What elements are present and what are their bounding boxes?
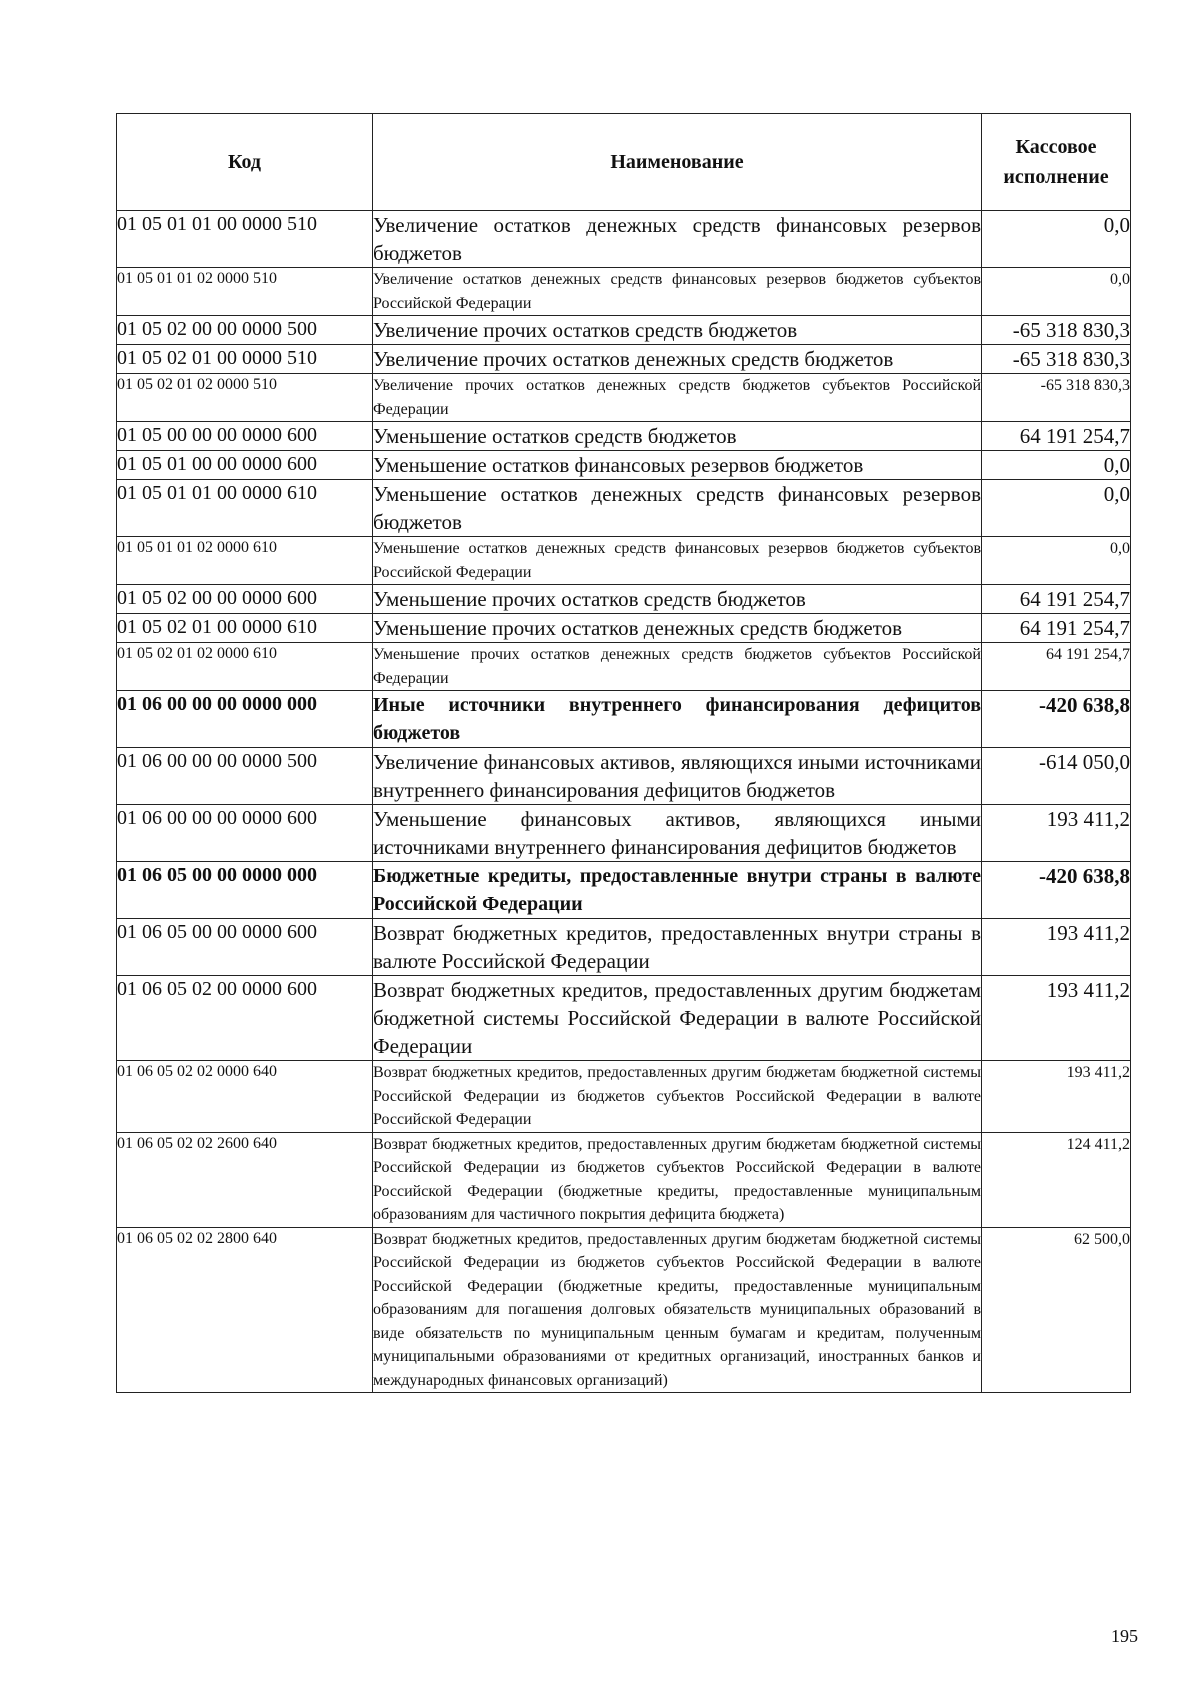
table-row — [117, 1227, 1131, 1393]
table-row — [117, 976, 1131, 1061]
table-header-row — [117, 114, 1131, 211]
row-code: 01 06 05 00 00 0000 000 — [117, 862, 373, 919]
table-row — [117, 643, 1131, 691]
row-name: Увеличение остатков денежных средств финансовых резервов бюджетов субъектов Российской Федерации — [373, 268, 982, 316]
table-row — [117, 748, 1131, 805]
row-amount: 0,0 — [982, 480, 1131, 537]
header-code: Код — [117, 114, 373, 211]
row-code: 01 05 01 01 00 0000 610 — [117, 480, 373, 537]
row-amount: 193 411,2 — [982, 919, 1131, 976]
table-row — [117, 862, 1131, 919]
row-code: 01 05 02 01 00 0000 510 — [117, 345, 373, 374]
row-code: 01 05 02 00 00 0000 600 — [117, 585, 373, 614]
table-row — [117, 422, 1131, 451]
header-name: Наименование — [373, 114, 982, 211]
row-name: Возврат бюджетных кредитов, предоставленных другим бюджетам бюджетной системы Российской Федерации из бюджетов субъектов Российской Федерации в валюте Российской Федерации (бюджетные кредиты, предоставленные муниципальным образованиям для частичного покрытия дефицита бюджета) — [373, 1132, 982, 1227]
table-row — [117, 374, 1131, 422]
row-amount: -65 318 830,3 — [982, 374, 1131, 422]
table-row — [117, 691, 1131, 748]
row-name: Уменьшение остатков денежных средств финансовых резервов бюджетов субъектов Российской Федерации — [373, 537, 982, 585]
row-code: 01 06 00 00 00 0000 500 — [117, 748, 373, 805]
row-code: 01 06 05 02 00 0000 600 — [117, 976, 373, 1061]
row-amount: 0,0 — [982, 451, 1131, 480]
row-code: 01 06 00 00 00 0000 600 — [117, 805, 373, 862]
row-name: Уменьшение остатков средств бюджетов — [373, 422, 982, 451]
row-amount: 64 191 254,7 — [982, 422, 1131, 451]
row-code: 01 06 05 02 02 0000 640 — [117, 1061, 373, 1133]
row-name: Иные источники внутреннего финансирования дефицитов бюджетов — [373, 691, 982, 748]
row-amount: 64 191 254,7 — [982, 643, 1131, 691]
row-code: 01 05 01 01 02 0000 610 — [117, 537, 373, 585]
row-code: 01 05 01 01 02 0000 510 — [117, 268, 373, 316]
row-amount: 193 411,2 — [982, 976, 1131, 1061]
row-name: Увеличение прочих остатков средств бюджетов — [373, 316, 982, 345]
budget-sources-table — [116, 113, 1131, 1393]
table-row — [117, 345, 1131, 374]
row-code: 01 05 01 01 00 0000 510 — [117, 211, 373, 268]
table-row — [117, 1132, 1131, 1227]
table-row — [117, 451, 1131, 480]
row-amount: -614 050,0 — [982, 748, 1131, 805]
row-amount: 193 411,2 — [982, 805, 1131, 862]
row-amount: 193 411,2 — [982, 1061, 1131, 1133]
row-code: 01 06 00 00 00 0000 000 — [117, 691, 373, 748]
table-row — [117, 316, 1131, 345]
row-code: 01 06 05 00 00 0000 600 — [117, 919, 373, 976]
row-name: Возврат бюджетных кредитов, предоставленных другим бюджетам бюджетной системы Российской Федерации из бюджетов субъектов Российской Федерации в валюте Российской Федерации — [373, 1061, 982, 1133]
row-name: Уменьшение остатков финансовых резервов бюджетов — [373, 451, 982, 480]
table-row — [117, 585, 1131, 614]
row-amount: 0,0 — [982, 211, 1131, 268]
row-amount: 0,0 — [982, 268, 1131, 316]
row-name: Увеличение финансовых активов, являющихся иными источниками внутреннего финансирования дефицитов бюджетов — [373, 748, 982, 805]
row-amount: -420 638,8 — [982, 862, 1131, 919]
table-row — [117, 919, 1131, 976]
header-amount — [982, 114, 1131, 211]
table-row — [117, 480, 1131, 537]
header-amount-line2: исполнение — [1003, 166, 1109, 188]
row-code: 01 05 02 01 00 0000 610 — [117, 614, 373, 643]
row-amount: -65 318 830,3 — [982, 345, 1131, 374]
header-amount-line1: Кассовое — [1015, 136, 1097, 158]
row-name: Уменьшение прочих остатков денежных средств бюджетов — [373, 614, 982, 643]
row-name: Возврат бюджетных кредитов, предоставленных внутри страны в валюте Российской Федерации — [373, 919, 982, 976]
row-name: Уменьшение прочих остатков средств бюджетов — [373, 585, 982, 614]
row-name: Увеличение прочих остатков денежных средств бюджетов — [373, 345, 982, 374]
page-number: 195 — [1111, 1626, 1138, 1646]
row-amount: -420 638,8 — [982, 691, 1131, 748]
row-code: 01 05 02 00 00 0000 500 — [117, 316, 373, 345]
row-code: 01 05 00 00 00 0000 600 — [117, 422, 373, 451]
row-amount: 62 500,0 — [982, 1227, 1131, 1393]
row-amount: -65 318 830,3 — [982, 316, 1131, 345]
row-amount: 64 191 254,7 — [982, 585, 1131, 614]
table-row — [117, 537, 1131, 585]
row-name: Возврат бюджетных кредитов, предоставленных другим бюджетам бюджетной системы Российской Федерации в валюте Российской Федерации — [373, 976, 982, 1061]
table-row — [117, 211, 1131, 268]
row-name: Увеличение прочих остатков денежных средств бюджетов субъектов Российской Федерации — [373, 374, 982, 422]
table-row — [117, 614, 1131, 643]
table-row — [117, 805, 1131, 862]
table-row — [117, 1061, 1131, 1133]
row-code: 01 06 05 02 02 2800 640 — [117, 1227, 373, 1393]
row-name: Бюджетные кредиты, предоставленные внутри страны в валюте Российской Федерации — [373, 862, 982, 919]
row-amount: 64 191 254,7 — [982, 614, 1131, 643]
table-row — [117, 268, 1131, 316]
row-name: Уменьшение остатков денежных средств финансовых резервов бюджетов — [373, 480, 982, 537]
row-name: Уменьшение финансовых активов, являющихся иными источниками внутреннего финансирования дефицитов бюджетов — [373, 805, 982, 862]
row-name: Увеличение остатков денежных средств финансовых резервов бюджетов — [373, 211, 982, 268]
row-amount: 0,0 — [982, 537, 1131, 585]
row-code: 01 05 02 01 02 0000 610 — [117, 643, 373, 691]
row-name: Уменьшение прочих остатков денежных средств бюджетов субъектов Российской Федерации — [373, 643, 982, 691]
row-amount: 124 411,2 — [982, 1132, 1131, 1227]
row-code: 01 05 01 00 00 0000 600 — [117, 451, 373, 480]
row-code: 01 05 02 01 02 0000 510 — [117, 374, 373, 422]
row-code: 01 06 05 02 02 2600 640 — [117, 1132, 373, 1227]
table-body — [117, 211, 1131, 1393]
row-name: Возврат бюджетных кредитов, предоставленных другим бюджетам бюджетной системы Российской Федерации из бюджетов субъектов Российской Федерации в валюте Российской Федерации (бюджетные кредиты, предоставленные муниципальным образованиям для погашения долговых обязательств муниципальных образований в виде обязательств по муниципальным ценным бумагам и кредитам, полученным муниципальными образованиями от кредитных организаций, иностранных банков и международных финансовых организаций) — [373, 1227, 982, 1393]
